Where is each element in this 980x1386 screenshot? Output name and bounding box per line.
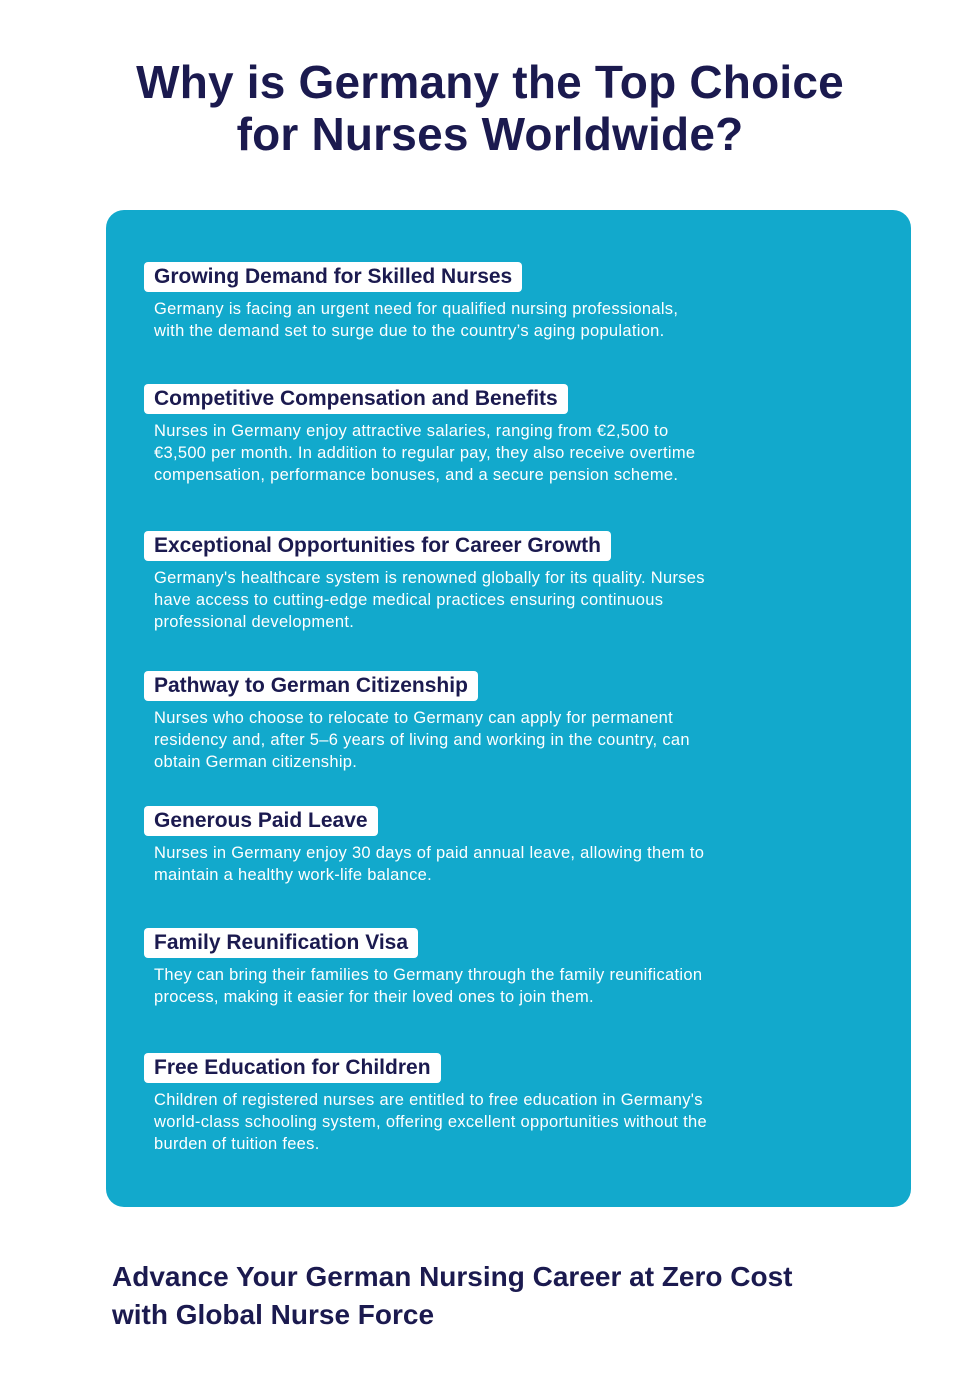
benefits-panel	[106, 210, 911, 1207]
benefit-section	[144, 1053, 707, 1155]
description-line: Germany's healthcare system is renowned globally for its quality. Nurses	[154, 569, 705, 587]
description-line: €3,500 per month. In addition to regular pay, they also receive overtime	[154, 444, 696, 462]
benefit-section	[144, 928, 702, 1008]
benefit-section	[144, 806, 704, 886]
benefit-description	[144, 842, 704, 886]
description-line: obtain German citizenship.	[154, 753, 358, 771]
description-line: professional development.	[154, 613, 355, 631]
benefit-heading: Growing Demand for Skilled Nurses	[144, 262, 522, 292]
description-line: process, making it easier for their loved ones to join them.	[154, 988, 594, 1006]
description-line: world-class schooling system, offering excellent opportunities without the	[154, 1113, 707, 1131]
description-line: maintain a healthy work-life balance.	[154, 866, 432, 884]
benefit-heading: Family Reunification Visa	[144, 928, 418, 958]
description-line: burden of tuition fees.	[154, 1135, 320, 1153]
benefit-description	[144, 707, 690, 773]
description-line: Nurses who choose to relocate to Germany can apply for permanent	[154, 709, 674, 727]
benefit-section	[144, 671, 690, 773]
benefit-heading: Exceptional Opportunities for Career Growth	[144, 531, 611, 561]
benefit-section	[144, 262, 678, 342]
benefit-description	[144, 567, 705, 633]
benefit-description	[144, 298, 678, 342]
description-line: Nurses in Germany enjoy 30 days of paid annual leave, allowing them to	[154, 844, 705, 862]
benefit-heading: Free Education for Children	[144, 1053, 441, 1083]
benefit-heading: Competitive Compensation and Benefits	[144, 384, 568, 414]
description-line: They can bring their families to Germany through the family reunification	[154, 966, 703, 984]
footer-line-1: Advance Your German Nursing Career at Zero Cost	[112, 1261, 793, 1292]
title-line-2: for Nurses Worldwide?	[236, 108, 744, 160]
description-line: Children of registered nurses are entitled to free education in Germany's	[154, 1091, 703, 1109]
benefit-heading: Generous Paid Leave	[144, 806, 378, 836]
description-line: Germany is facing an urgent need for qualified nursing professionals,	[154, 300, 679, 318]
description-line: have access to cutting-edge medical practices ensuring continuous	[154, 591, 664, 609]
benefit-description	[144, 420, 695, 486]
benefit-section	[144, 531, 705, 633]
description-line: with the demand set to surge due to the country’s aging population.	[154, 322, 665, 340]
description-line: residency and, after 5–6 years of living and working in the country, can	[154, 731, 690, 749]
benefit-description	[144, 1089, 707, 1155]
footer-call-to-action	[112, 1258, 793, 1334]
description-line: compensation, performance bonuses, and a secure pension scheme.	[154, 466, 679, 484]
description-line: Nurses in Germany enjoy attractive salaries, ranging from €2,500 to	[154, 422, 669, 440]
footer-line-2: with Global Nurse Force	[112, 1299, 435, 1330]
benefit-description	[144, 964, 702, 1008]
title-line-1: Why is Germany the Top Choice	[136, 56, 844, 108]
benefit-heading: Pathway to German Citizenship	[144, 671, 478, 701]
page-title	[0, 56, 980, 160]
benefit-section	[144, 384, 695, 486]
